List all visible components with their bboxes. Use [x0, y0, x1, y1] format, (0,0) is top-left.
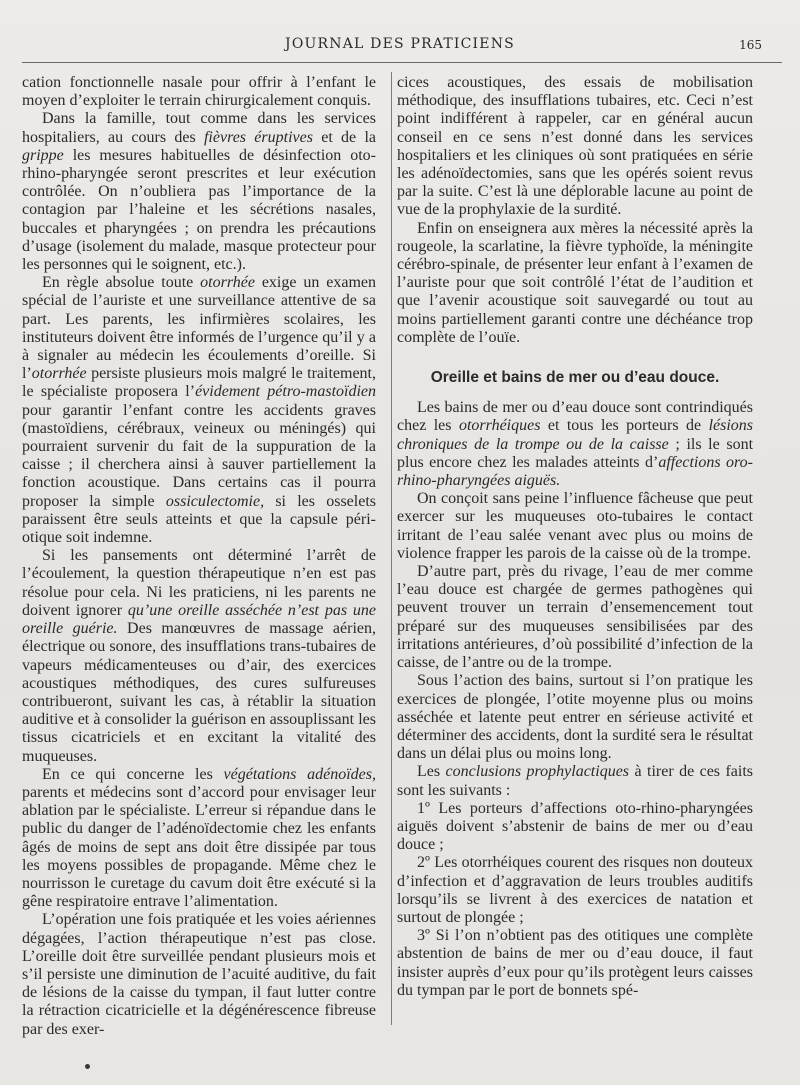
- header-rule: [22, 62, 782, 63]
- ink-dot: [85, 1064, 90, 1069]
- paragraph: Si les pansements ont déterminé l’arrêt de l’écoulement, la question thérapeutique n’en est pas résolue pour cela. Ni les praticiens, ni les parents ne doivent ignorer qu’une oreille asséchée n’est pas une oreille guérie. Des manœuvres de massage aérien, électrique ou sonore, des insufflations trans-tubaires de vapeurs médicamenteuses ou d’air, des exercices acoustiques méthodiques, des cures sulfureuses contribueront, suivant les cas, à rétablir la situation auditive et à consolider la guérison en assouplissant les tissus cicatriciels et en excitant la vitalité des muqueuses.: [22, 547, 377, 765]
- paragraph: cices acoustiques, des essais de mobilisation méthodique, des insufflations tubaires, etc. Ceci n’est point indifférent à rappeler, car en général aucun conseil en ce sens n’est donné dans les services hospitaliers et les cliniques où sont pratiquées en série les adénoïdectomies, sans que les opérés soient revus par la suite. C’est là une déplorable lacune au point de vue de la prophylaxie de la surdité.: [397, 74, 753, 219]
- list-item: 2º Les otorrhéiques courent des risques non douteux d’infection et d’aggravation de leurs troubles auditifs lorsqu’ils se livrent à des exercices de natation et surtout de plongée ;: [397, 854, 753, 926]
- section-heading: Oreille et bains de mer ou d’eau douce.: [430, 369, 720, 387]
- running-title: JOURNAL DES PRATICIENS: [285, 36, 515, 52]
- paragraph: cation fonctionnelle nasale pour offrir à l’enfant le moyen d’exploiter le terrain chirurgicalement conquis.: [22, 74, 376, 110]
- list-item: 1º Les porteurs d’affections oto-rhino-pharyngées aiguës doivent s’abstenir de bains de mer ou d’eau douce ;: [397, 799, 753, 854]
- right-column: [397, 74, 753, 1000]
- paragraph: En ce qui concerne les végétations adénoïdes, parents et médecins sont d’accord pour envisager leur ablation par le spécialiste. L’erreur si répandue dans le public du danger de l’adénoïdectomie chez les enfants âgés de moins de sept ans doit être dissipée par tous les moyens possibles de propagande. Même chez le nourrisson le curetage du cavum doit être exécuté si la gêne respiratoire entrave l’alimentation.: [22, 765, 376, 911]
- paragraph: Dans la famille, tout comme dans les services hospitaliers, au cours des fièvres éruptives et de la grippe les mesures habituelles de désinfection oto-rhino-pharyngée seront prescrites et leur exécution contrôlée. On n’oubliera pas l’importance de la contagion par l’haleine et les sécrétions nasales, buccales et pharyngées ; on prendra les précautions d’usage (isolement du malade, masque protecteur pour les personnes qui le soignent, etc.).: [22, 110, 376, 274]
- list-item: 3º Si l’on n’obtient pas des otitiques une complète abstention de bains de mer ou d’eau douce, il faut insister auprès d’eux pour qu’ils protègent leurs caisses du tympan par le port de bonnets spé-: [397, 927, 753, 999]
- paragraph: L’opération une fois pratiquée et les voies aériennes dégagées, l’action thérapeutique n’est pas close. L’oreille doit être surveillée pendant plusieurs mois et s’il persiste une diminution de l’acuité auditive, du fait de lésions de la caisse du tympan, il faut lutter contre la rétraction cicatricielle et la dégénérescence fibreuse par des exer-: [22, 911, 376, 1038]
- paragraph: Les bains de mer ou d’eau douce sont contrindiqués chez les otorrhéiques et tous les porteurs de lésions chroniques de la trompe ou de la caisse ; ils le sont plus encore chez les malades atteints d’affections oro-rhino-pharyngées aiguës.: [397, 399, 754, 490]
- paragraph: En règle absolue toute otorrhée exige un examen spécial de l’auriste et une surveillance attentive de sa part. Les parents, les infirmières scolaires, les instituteurs doivent être informés de l’urgence qu’il y a à signaler au médecin les écoulements d’oreille. Si l’otorrhée persiste plusieurs mois malgré le traitement, le spécialiste proposera l’évidement pétro-mastoïdien pour garantir l’enfant contre les accidents graves (mastoïdiens, cérébraux, veineux ou méningés) qui pourraient survenir du fait de la suppuration de la caisse ; il cherchera ainsi à sauver partiellement la fonction acoustique. Dans certains cas il pourra proposer la simple ossiculectomie, si les osselets paraissent être seuls atteints et que la capsule péri-otique soit indemne.: [22, 274, 377, 547]
- paragraph: Enfin on enseignera aux mères la nécessité après la rougeole, la scarlatine, la fièvre typhoïde, la méningite cérébro-spinale, de présenter leur enfant à l’examen de l’auriste pour que soit contrôlé l’état de l’audition et que l’avenir acoustique soit sauvegardé ou tout au moins partiellement garanti contre une déchéance trop complète de l’ouïe.: [397, 219, 753, 346]
- page-header: [0, 36, 800, 56]
- paragraph: On conçoit sans peine l’influence fâcheuse que peut exercer sur les muqueuses oto-tubaires le contact irritant de l’eau salée venant avec plus ou moins de violence frapper les parois de la caisse où de la trompe.: [397, 490, 753, 562]
- page-number: 165: [739, 38, 762, 52]
- paragraph: Sous l’action des bains, surtout si l’on pratique les exercices de plongée, l’otite moyenne plus ou moins asséchée et latente peut entrer en sérieuse activité et déterminer des accidents, dont la surdité sera le résultat dans un délai plus ou moins long.: [397, 672, 753, 763]
- column-divider: [391, 72, 392, 1025]
- left-column: [22, 74, 376, 1039]
- paragraph: D’autre part, près du rivage, l’eau de mer comme l’eau douce est chargée de germes pathogènes qui peuvent trouver un terrain d’ensemencement tout préparé sur des muqueuses sensibilisées par des irritations antérieures, d’où possibilité d’infection de la caisse, de l’antre ou de la trompe.: [397, 563, 753, 672]
- paragraph: Les conclusions prophylactiques à tirer de ces faits sont les suivants :: [397, 763, 754, 799]
